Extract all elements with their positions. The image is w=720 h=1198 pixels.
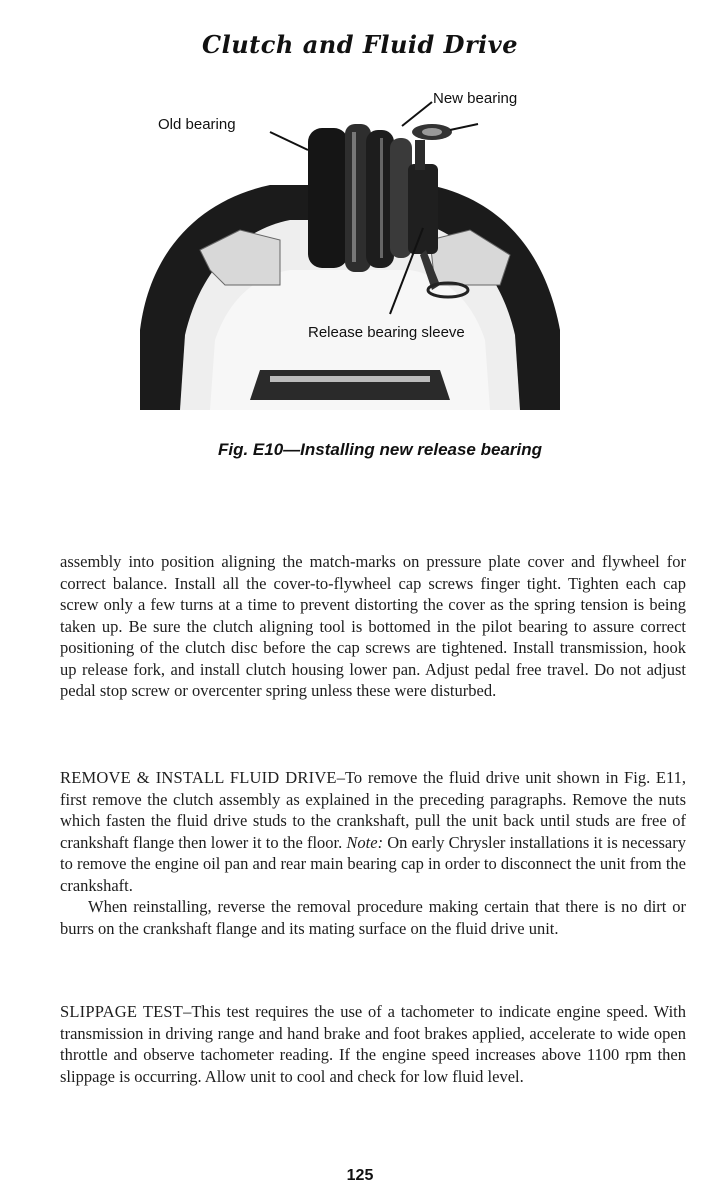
paragraph-text: –To remove the fluid drive unit shown in Fig. E11, first remove the clutch assembly as explained in the preceding paragraphs. Remove the nuts which fasten the fluid drive studs to the crankshaft, pull the unit back until studs are free of crankshaft flange then lower it to the floor. (60, 768, 686, 852)
section-heading-remove-install: REMOVE & INSTALL FLUID DRIVE (60, 768, 337, 787)
old-bearing-label: Old bearing (158, 116, 236, 133)
new-bearing-label: New bearing (433, 90, 518, 107)
paragraph-reinstalling: When reinstalling, reverse the removal procedure making certain that there is no dirt or burrs on the crankshaft flange and its mating surface on the fluid drive unit. (60, 897, 686, 938)
page-number: 125 (346, 1167, 374, 1184)
body-paragraph-slippage (60, 1001, 686, 1087)
release-bearing-figure (140, 80, 560, 410)
body-paragraph-assembly (60, 551, 686, 702)
section-heading-slippage: SLIPPAGE TEST (60, 1002, 184, 1021)
paragraph-text: On early Chrysler installations it is necessary to remove the engine oil pan and rear main bearing cap in order to disconnect the unit from the crankshaft. (60, 832, 686, 895)
paragraph-remove-install (60, 767, 686, 896)
body-paragraph-remove-install (60, 767, 686, 939)
paragraph-text: assembly into position aligning the match-marks on pressure plate cover and flywheel for correct balance. Install all the cover-to-flywheel cap screws finger tight. Tighten each cap screw only a few turns at a time to prevent distorting the cover as the spring tension is being taken up. Be sure the clutch aligning tool is bottomed in the pilot bearing to assure correct positioning of the clutch disc before the cap screws are tightened. Install transmission, hook up release fork, and install clutch housing lower pan. Adjust pedal free travel. Do not adjust pedal stop screw or overcenter spring unless these were disturbed. (60, 552, 686, 700)
figure-caption: Fig. E10—Installing new release bearing (217, 440, 543, 459)
release-sleeve-label: Release bearing sleeve (308, 324, 465, 341)
page-title: Clutch and Fluid Drive (202, 30, 518, 59)
paragraph-slippage (60, 1001, 686, 1087)
note-label: Note: (346, 832, 384, 852)
paragraph-text: –This test requires the use of a tachometer to indicate engine speed. With transmission in driving range and hand brake and foot brakes applied, accelerate to wide open throttle and observe tachometer reading. If the engine speed increases above 1100 rpm then slippage is occurring. Allow unit to cool and check for low fluid level. (60, 1002, 687, 1086)
